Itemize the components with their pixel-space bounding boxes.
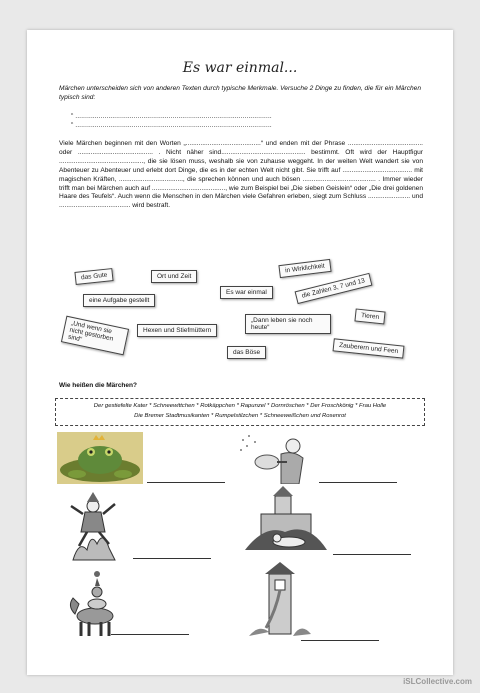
card-hexen-und-stiefmuettern: Hexen und Stiefmüttern [137,324,217,337]
names-line-2: Die Bremer Stadtmusikanten * Rumpelstilzchen * Schneeweißchen und Rosenrot [134,413,346,419]
rumpelstilzchen-image [63,492,127,562]
card-das-boese: das Böse [227,346,266,359]
worksheet-page [27,30,453,675]
answer-line-5 [111,634,189,635]
intro-instruction: Märchen unterscheiden sich von anderen Texten durch typische Merkmale. Versuche 2 Dinge zu finden, die für ein Märchen typisch sind: [59,85,422,101]
bullet-line-1: “ ..................................................................................................... [71,113,272,120]
card-dann-leben-sie-noch-heute: „Dann leben sie noch heute“ [245,314,331,334]
card-tieren: Tieren [354,308,385,324]
answer-line-4 [333,554,411,555]
question-heading: Wie heißen die Märchen? [59,382,137,389]
answer-line-2 [319,482,397,483]
site-watermark: iSLCollective.com [403,677,472,686]
rapunzel-image [245,560,315,638]
answer-line-3 [133,558,211,559]
cloze-paragraph: Viele Märchen beginnen mit den Worten „.........................................“ und enden mit der Phrase ......................................... oder ......................................... . Nicht näher sind.............................................. bestimmt. Oft wird der Hauptfigur .............................................., die sie lösen muss, weshalb sie von zuhause weggeht. In der weiten Welt wandert sie von Abenteuer zu Abenteuer und erlebt dort Dinge, die es in der echten Welt nicht gibt. Sie trifft auf ...................................... mit magischen Kräften, ..................................., die sprechen können und auch bösen ........................................ . Immer wieder trifft man bei Märchen auch auf ........................................, wie zum Beispiel bei „Die sieben Geislein“ oder „Die drei goldenen Haare des Teufels“. Auch wenn die Menschen in den Märchen viele Gefahren erleben, siegt zum Schluss ....................... und ....................................... wird bestraft. [59,140,423,210]
card-zauberern-und-feen: Zauberern und Feen [333,338,405,358]
answer-line-1 [147,482,225,483]
card-die-zahlen: die Zahlen 3, 7 und 13 [295,273,373,304]
fairy-tale-names-box [55,398,425,426]
card-ort-und-zeit: Ort und Zeit [151,270,197,283]
dornroeschen-image [241,486,331,552]
worksheet-title: Es war einmal... [182,60,298,76]
frau-holle-image [237,432,317,484]
card-das-gute: das Gute [74,268,114,285]
card-in-wirklichkeit: in Wirklichkeit [278,259,331,278]
answer-bullets [71,112,411,130]
names-line-1: Der gestiefelte Kater * Schneewittchen * Rotkäppchen * Rapunzel * Dornröschen * Der Froschkönig * Frau Holle [93,403,387,409]
answer-line-6 [301,640,379,641]
bullet-line-2: “ ..................................................................................................... [71,122,272,129]
bremer-stadtmusikanten-image [59,566,129,638]
frog-king-image [57,432,143,484]
card-es-war-einmal: Es war einmal [220,286,273,299]
card-eine-aufgabe-gestellt: eine Aufgabe gestellt [83,294,155,307]
card-und-wenn-sie-nicht-gestorben-sind: „Und wenn sie nicht gestorben sind“ [61,316,129,356]
